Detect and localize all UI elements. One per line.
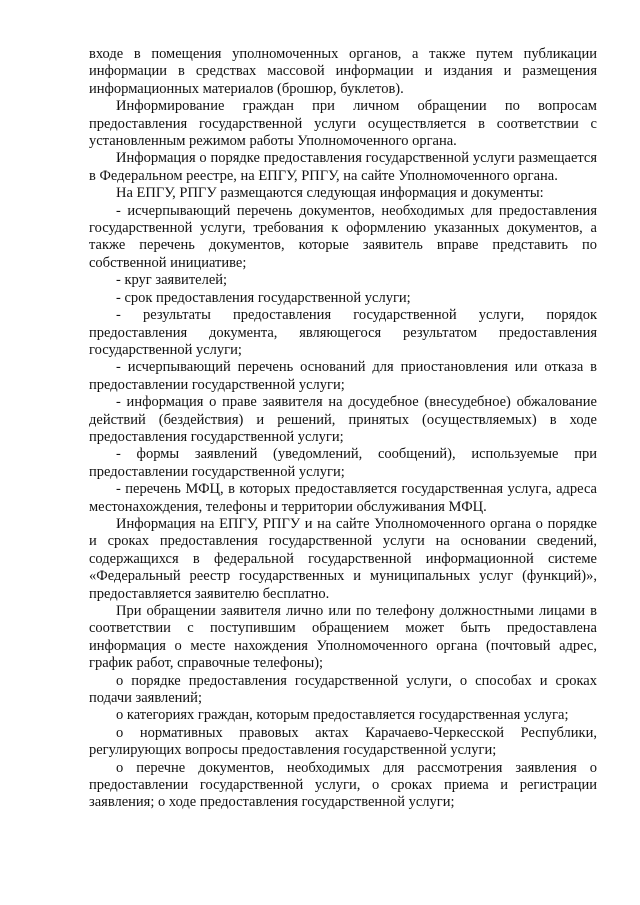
list-item: - исчерпывающий перечень документов, необходимых для предоставления государственной услуги, требования к оформлению указанных документов, а также перечень документов, которые заявитель вправе представить по собственной инициативе; (89, 202, 597, 271)
list-item: - круг заявителей; (116, 272, 228, 289)
paragraph: о категориях граждан, которым предоставляется государственная услуга; (116, 707, 569, 724)
paragraph: о порядке предоставления государственной услуги, о способах и сроках подачи заявлений; (89, 672, 597, 707)
document-page (89, 46, 597, 812)
list-item: - формы заявлений (уведомлений, сообщений), используемые при предоставлении государственной услуги; (89, 446, 597, 480)
list-item: - исчерпывающий перечень оснований для приостановления или отказа в предоставлении государственной услуги; (89, 359, 597, 393)
paragraph: Информация на ЕПГУ, РПГУ и на сайте Уполномоченного органа о порядке и сроках предоставления государственной услуги на основании сведений, содержащихся в федеральной государственной информационной системе «Федеральный реестр государственных и муниципальных услуг (функций)», предоставляется заявителю бесплатно. (89, 515, 597, 602)
paragraph: На ЕПГУ, РПГУ размещаются следующая информация и документы: (116, 185, 544, 202)
paragraph: входе в помещения уполномоченных органов, а также путем публикации информации в средствах массовой информации и издания и размещения информационных материалов (брошюр, буклетов). (89, 46, 597, 97)
paragraph: Информирование граждан при личном обращении по вопросам предоставления государственной услуги осуществляется в соответствии с установленным режимом работы Уполномоченного органа. (89, 98, 597, 150)
paragraph: Информация о порядке предоставления государственной услуги размещается в Федеральном реестре, на ЕПГУ, РПГУ, на сайте Уполномоченного органа. (89, 150, 597, 184)
list-item: - результаты предоставления государственной услуги, порядок предоставления документа, являющегося результатом предоставления государственной услуги; (89, 307, 597, 358)
paragraph: о нормативных правовых актах Карачаево-Черкесской Республики, регулирующих вопросы предоставления государственной услуги; (89, 724, 597, 759)
list-item: - информация о праве заявителя на досудебное (внесудебное) обжалование действий (бездействия) и решений, принятых (осуществляемых) в ходе предоставления государственной услуги; (89, 394, 597, 445)
paragraph: При обращении заявителя лично или по телефону должностными лицами в соответствии с поступившим обращением может быть предоставлена информация о месте нахождения Уполномоченного органа (почтовый адрес, график работ, справочные телефоны); (89, 603, 597, 672)
paragraph: о перечне документов, необходимых для рассмотрения заявления о предоставлении государственной услуги, о сроках приема и регистрации заявления; о ходе предоставления государственной услуги; (89, 759, 597, 811)
list-item: - срок предоставления государственной услуги; (116, 289, 411, 306)
list-item: - перечень МФЦ, в которых предоставляется государственная услуга, адреса местонахождения, телефоны и территории обслуживания МФЦ. (89, 481, 597, 515)
